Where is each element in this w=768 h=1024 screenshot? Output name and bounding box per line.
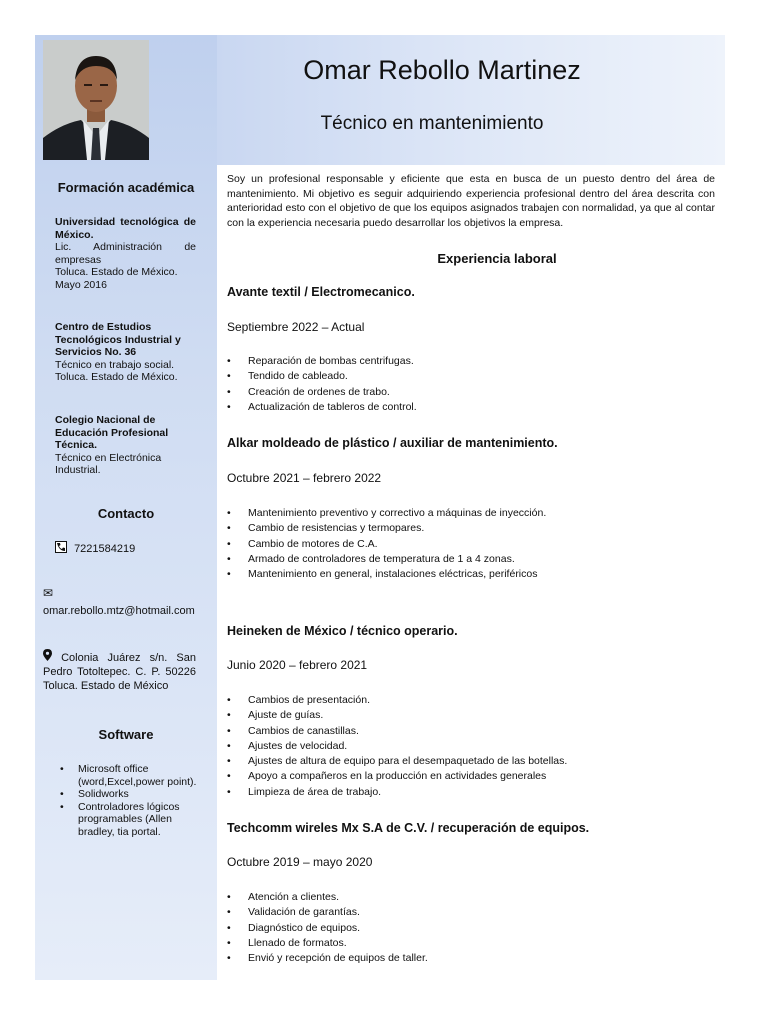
software-list — [60, 763, 200, 838]
job-entry — [227, 624, 727, 798]
duty-item: • Cambios de presentación. — [227, 693, 707, 708]
education-entry — [55, 414, 196, 477]
institution-name: Universidad tecnológica de México. — [55, 216, 196, 241]
email-address[interactable]: omar.rebollo.mtz@hotmail.com — [43, 605, 195, 617]
education-detail: Toluca. Estado de México. — [55, 266, 178, 278]
job-entry — [227, 436, 727, 581]
location-pin-icon — [43, 649, 52, 665]
duty-item: • Reparación de bombas centrifugas. — [227, 354, 707, 369]
job-title: Avante textil / Electromecanico. — [227, 285, 415, 299]
duty-item: • Apoyo a compañeros en la producción en actividades generales — [227, 769, 707, 784]
duty-item: • Ajustes de altura de equipo para el desempaquetado de las botellas. — [227, 754, 707, 769]
address-row — [43, 649, 196, 693]
education-detail: Mayo 2016 — [55, 278, 107, 291]
duty-item: • Ajuste de guías. — [227, 708, 707, 723]
experience-heading: Experiencia laboral — [437, 251, 557, 266]
institution-name: Centro de Estudios Tecnológicos Industrial y Servicios No. 36 — [55, 321, 181, 358]
duty-item: • Cambio de resistencias y termopares. — [227, 521, 707, 536]
job-title: Techcomm wireles Mx S.A de C.V. / recuperación de equipos. — [227, 821, 590, 835]
education-detail: Técnico en trabajo social. — [55, 358, 175, 371]
duty-item: • Diagnóstico de equipos. — [227, 921, 707, 936]
job-entry — [227, 285, 727, 413]
duty-item: • Llenado de formatos. — [227, 936, 707, 951]
job-duties — [227, 693, 707, 800]
education-entry — [55, 216, 196, 291]
job-entry — [227, 821, 727, 965]
software-item: • Microsoft office (word,Excel,power point). — [60, 763, 200, 788]
software-item: • Solidworks — [60, 788, 200, 801]
email-row — [43, 587, 203, 618]
envelope-icon: ✉ — [43, 586, 54, 600]
job-duties — [227, 354, 707, 415]
job-duties — [227, 506, 707, 582]
job-dates: Octubre 2019 – mayo 2020 — [227, 855, 373, 869]
software-heading: Software — [98, 727, 154, 742]
phone-row — [55, 541, 215, 556]
phone-number[interactable]: 7221584219 — [74, 543, 136, 555]
duty-item: • Actualización de tableros de control. — [227, 400, 707, 415]
education-heading: Formación académica — [57, 180, 195, 195]
job-dates: Junio 2020 – febrero 2021 — [227, 658, 368, 672]
duty-item: • Ajustes de velocidad. — [227, 739, 707, 754]
education-detail: Técnico en Electrónica Industrial. — [55, 451, 162, 476]
job-title: Heineken de México / técnico operario. — [227, 624, 458, 638]
institution-name: Colegio Nacional de Educación Profesional Técnica. — [55, 414, 169, 451]
job-title: Alkar moldeado de plástico / auxiliar de mantenimiento. — [227, 436, 558, 450]
duty-item: • Mantenimiento preventivo y correctivo a máquinas de inyección. — [227, 506, 707, 521]
duty-item: • Cambio de motores de C.A. — [227, 537, 707, 552]
duty-item: • Tendido de cableado. — [227, 369, 707, 384]
software-item: • Controladores lógicos programables (Allen bradley, tia portal. — [60, 801, 200, 839]
phone-icon — [55, 541, 67, 553]
duty-item: • Creación de ordenes de trabo. — [227, 385, 707, 400]
job-dates: Septiembre 2022 – Actual — [227, 320, 365, 334]
profile-photo — [43, 40, 149, 160]
candidate-name: Omar Rebollo Martinez — [303, 55, 581, 85]
duty-item: • Validación de garantías. — [227, 905, 707, 920]
education-entry — [55, 321, 196, 384]
duty-item: • Atención a clientes. — [227, 890, 707, 905]
duty-item: • Cambios de canastillas. — [227, 724, 707, 739]
candidate-title: Técnico en mantenimiento — [320, 113, 544, 134]
address-text: Colonia Juárez s/n. San Pedro Totoltepec. C. P. 50226 Toluca. Estado de México — [43, 652, 196, 692]
duty-item: • Limpieza de área de trabajo. — [227, 785, 707, 800]
contact-heading: Contacto — [97, 506, 155, 521]
duty-item: • Armado de controladores de temperatura de 1 a 4 zonas. — [227, 552, 707, 567]
duty-item: • Mantenimiento en general, instalaciones eléctricas, periféricos — [227, 567, 707, 582]
education-detail: Lic. Administración de empresas — [55, 241, 196, 266]
professional-summary: Soy un profesional responsable y eficiente que esta en busca de un puesto dentro del área de mantenimiento. Mi objetivo es seguir adquiriendo experiencia profesional dentro del área descrita con anterioridad esto con el objetivo de que los equipos asignados trabajen con normalidad, ya que al contar con la experiencia necesaria puedo desarrollar los objetivos la empresa. — [227, 173, 715, 229]
job-dates: Octubre 2021 – febrero 2022 — [227, 471, 382, 485]
education-detail: Toluca. Estado de México. — [55, 371, 178, 383]
duty-item: • Envió y recepción de equipos de taller. — [227, 951, 707, 966]
job-duties — [227, 890, 707, 966]
